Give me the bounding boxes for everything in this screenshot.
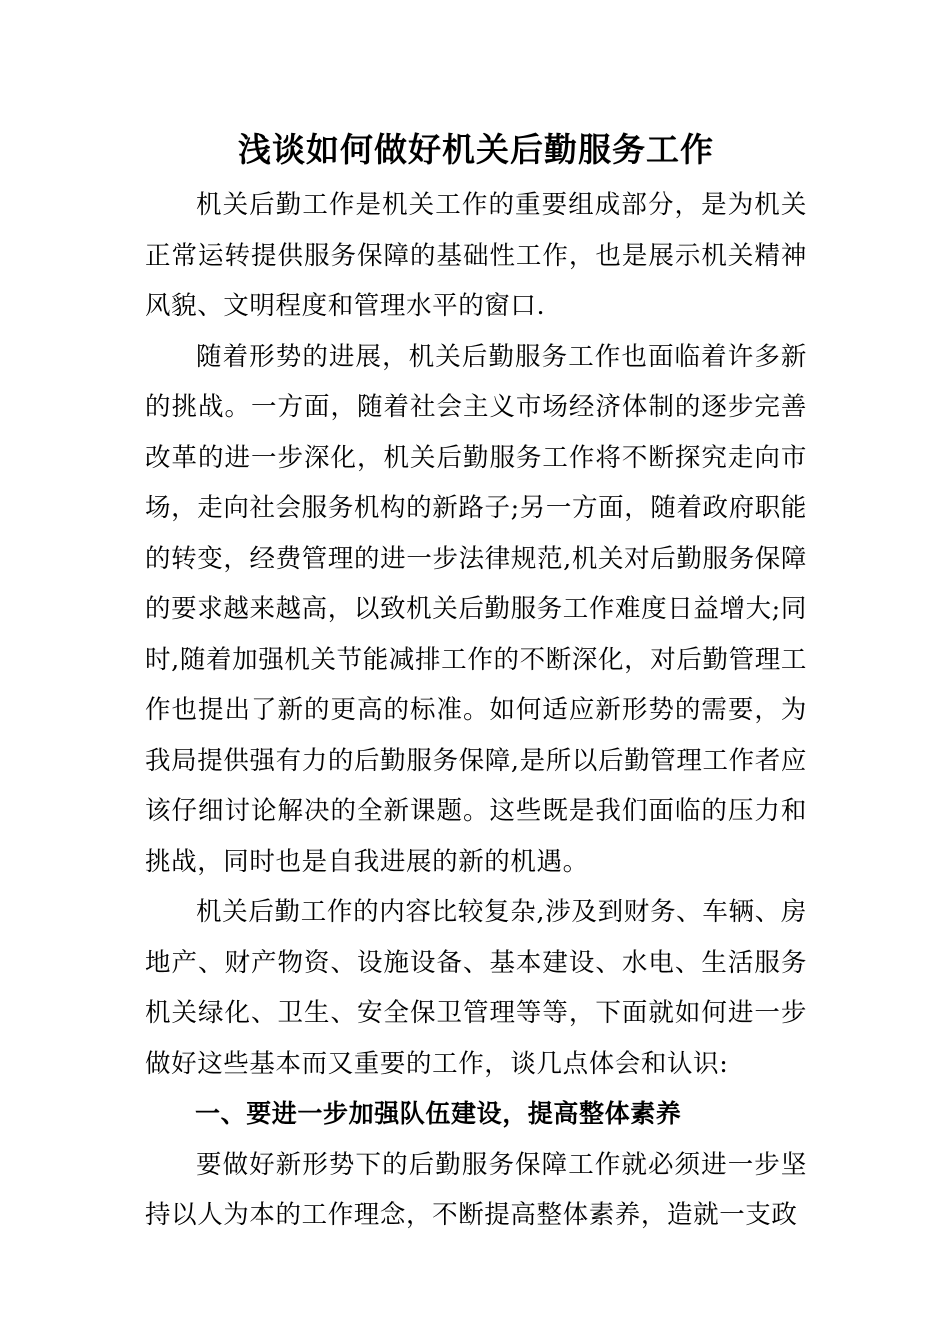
document-title: 浅谈如何做好机关后勤服务工作 (238, 130, 714, 169)
section-heading-1: 一、要进一步加强队伍建设，提高整体素养 (195, 1099, 682, 1128)
paragraph-challenges: 随着形势的进展，机关后勤服务工作也面临着许多新的挑战。一方面，随着社会主义市场经济体制的逐步完善改革的进一步深化，机关后勤服务工作将不断探究走向市场，走向社会服务机构的新路子;另一方面，随着政府职能的转变，经费管理的进一步法律规范,机关对后勤服务保障的要求越来越高，以致机关后勤服务工作难度日益增大;同时,随着加强机关节能减排工作的不断深化，对后勤管理工作也提出了新的更高的标准。如何适应新形势的需要，为我局提供强有力的后勤服务保障,是所以后勤管理工作者应该仔细讨论解决的全新课题。这些既是我们面临的压力和挑战，同时也是自我进展的新的机遇。 (145, 341, 807, 877)
paragraph-scope: 机关后勤工作的内容比较复杂,涉及到财务、车辆、房地产、财产物资、设施设备、基本建设、水电、生活服务机关绿化、卫生、安全保卫管理等等，下面就如何进一步做好这些基本而又重要的工作，谈几点体会和认识: (145, 897, 807, 1079)
paragraph-section-1: 要做好新形势下的后勤服务保障工作就必须进一步坚持以人为本的工作理念，不断提高整体素养，造就一支政 (145, 1149, 807, 1230)
paragraph-intro: 机关后勤工作是机关工作的重要组成部分，是为机关正常运转提供服务保障的基础性工作，也是展示机关精神风貌、文明程度和管理水平的窗口. (145, 190, 807, 321)
document-page (145, 124, 807, 1241)
